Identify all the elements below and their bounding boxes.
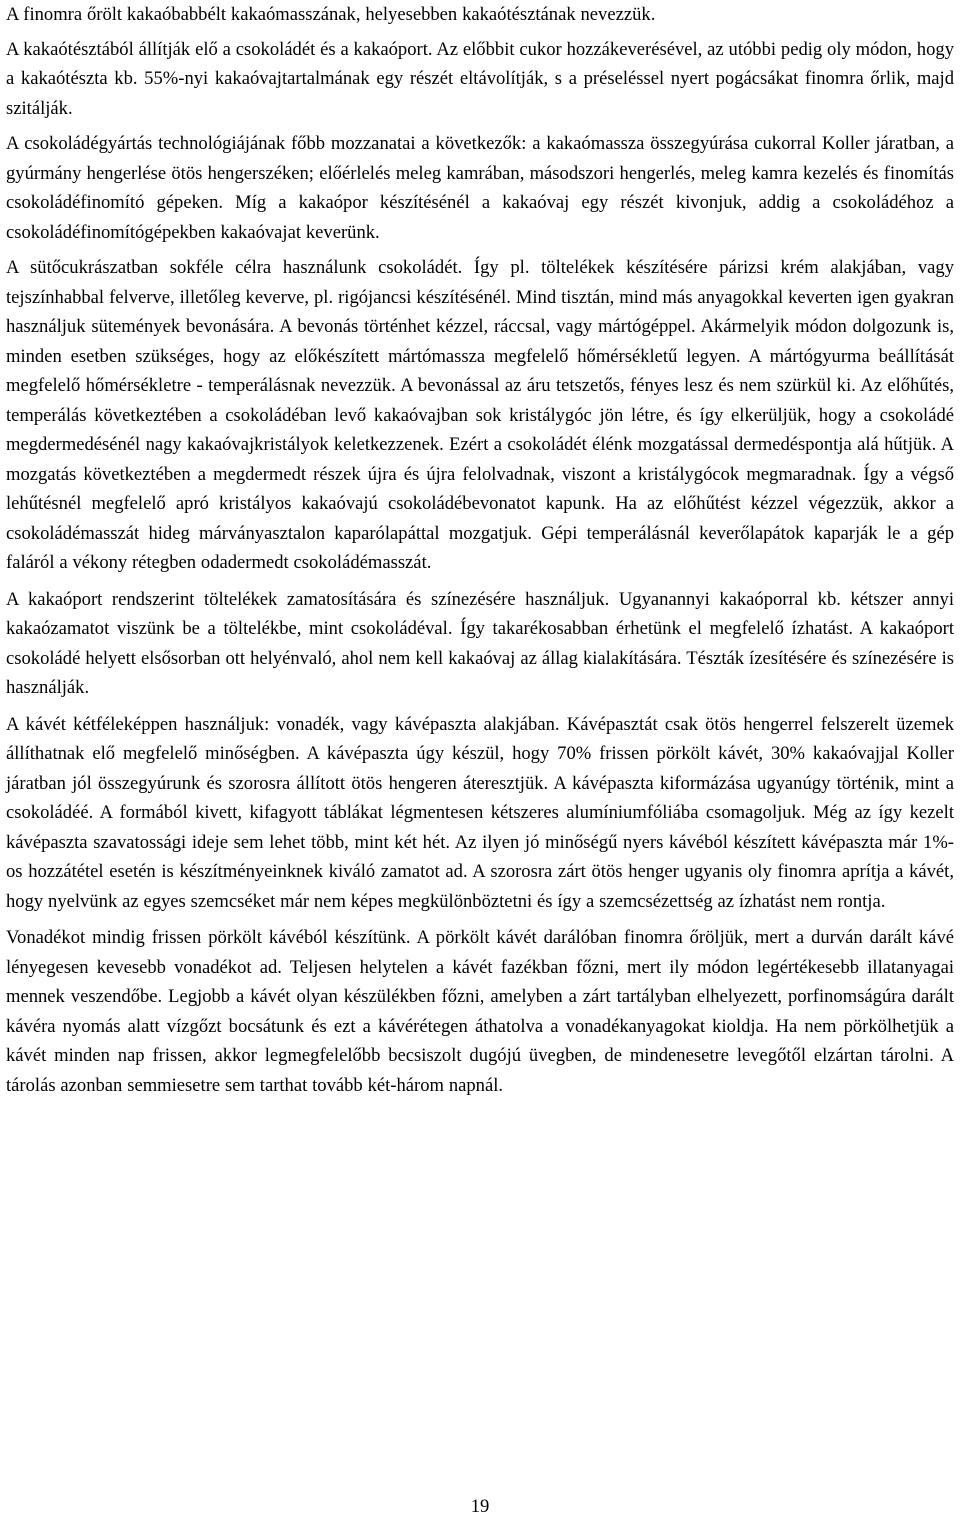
paragraph-coffee-paste: A kávét kétféleképpen használjuk: vonadék, vagy kávépaszta alakjában. Kávépasztát csak ötös hengerrel felszerelt üzemek állíthatnak elő megfelelő minőségben. A kávépaszta úgy készül, hogy 70% frissen pörkölt kávét, 30% kakaóvajjal Koller járatban jól összegyúrunk és szorosra állított ötös hengeren áteresztjük. A kávépaszta kiformázása ugyanúgy történik, mint a csokoládéé. A formából kivett, kifagyott táblákat légmentesen kétszeres alumíniumfóliába csomagoljuk. Még az így kezelt kávépaszta szavatossági ideje sem lehet több, mint két hét. Az ilyen jó minőségű nyers kávéból készített kávépaszta már 1%-os hozzátétel esetén is készítményeinknek kiváló zamatot ad. A szorosra zárt ötös henger ugyanis oly finomra aprítja a kávét, hogy nyelvünk az egyes szemcséket már nem képes megkülönböztetni és így a szemcsézettség az ízhatást nem rontja. bbox=[6, 713, 954, 912]
paragraph-coffee-extract: Vonadékot mindig frissen pörkölt kávéból készítünk. A pörkölt kávét darálóban finomra őröljük, mert a durván darált kávé lényegesen kevesebb vonadékot ad. Teljesen helytelen a kávét fazékban főzni, mert ily módon legértékesebb illatanyagai mennek veszendőbe. Legjobb a kávét olyan készülékben főzni, amelyben a zárt tartályban elhelyezett, porfinomságúra darált kávéra nyomás alatt vízgőzt bocsátunk és ezt a kávérétegen áthatolva a vonadékanyagokat kioldja. Ha nem pörkölhetjük a kávét minden nap frissen, akkor legmegfelelőbb becsiszolt dugójú üvegben, de mindenesetre levegőtől elzártan tárolni. A tárolás azonban semmiesetre sem tarthat tovább két-három napnál. bbox=[6, 927, 954, 1096]
paragraph-cocoa-mass: A finomra őrölt kakaóbabbélt kakaómasszának, helyesebben kakaótésztának nevezzük. bbox=[6, 4, 656, 25]
paragraph-cocoa-products: A kakaótésztából állítják elő a csokoládét és a kakaóport. Az előbbit cukor hozzákeverésével, az utóbbi pedig oly módon, hogy a kakaótészta kb. 55%-nyi kakaóvajtartalmának egy részét eltávolítják, s a préseléssel nyert pogácsákat finomra őrlik, majd szitálják. bbox=[6, 38, 954, 119]
paragraph-chocolate-technology: A csokoládégyártás technológiájának főbb mozzanatai a következők: a kakaómassza összegyúrása cukorral Koller járatban, a gyúrmány hengerlése ötös hengerszéken; előérlelés meleg kamrában, másodszori hengerlés, meleg kamra kezelés és finomítás csokoládéfinomító gépeken. Míg a kakaópor készítésénél a kakaóvaj egy részét kivonjuk, addig a csokoládéhoz a csokoládéfinomítógépekben kakaóvajat keverünk. bbox=[6, 133, 954, 243]
page-number: 19 bbox=[470, 1496, 490, 1517]
body-text bbox=[6, 0, 954, 1114]
paragraph-cocoa-powder: A kakaóport rendszerint töltelékek zamatosítására és színezésére használjuk. Ugyanannyi kakaóporral kb. kétszer annyi kakaózamatot viszünk be a töltelékbe, mint csokoládéval. Így takarékosabban érhetünk el megfelelő ízhatást. A kakaóport csokoládé helyett elsősorban ott helyénvaló, ahol nem kell kakaóvaj az állag kialakítására. Tészták ízesítésére és színezésére is használják. bbox=[6, 588, 954, 698]
paragraph-chocolate-use: A sütőcukrászatban sokféle célra használunk csokoládét. Így pl. töltelékek készítésére párizsi krém alakjában, vagy tejszínhabbal felverve, illetőleg keverve, pl. rigójancsi készítésénél. Mind tisztán, mind más anyagokkal keverten igen gyakran használjuk sütemények bevonására. A bevonás történhet kézzel, ráccsal, vagy mártógéppel. Akármelyik módon dolgozunk is, minden esetben szükséges, hogy az előkészített mártómassza megfelelő hőmérsékletű legyen. A mártógyurma beállítását megfelelő hőmérsékletre - temperálásnak nevezzük. A bevonással az áru tetszetős, fényes lesz és nem szürkül ki. Az előhűtés, temperálás következtében a csokoládéban levő kakaóvajban sok kristálygóc jön létre, és így elkerüljük, hogy a csokoládé megdermedésénél nagy kakaóvajkristályok keletkezzenek. Ezért a csokoládét élénk mozgatással dermedéspontja alá hűtjük. A mozgatás következtében a megdermedt részek újra és újra felolvadnak, viszont a kristálygócok megmaradnak. Így a végső lehűtésnél megfelelő apró kristályos kakaóvajú csokoládébevonatot kapunk. Ha az előhűtést kézzel végezzük, akkor a csokoládémasszát hideg márványasztalon kaparólapáttal mozgatjuk. Gépi temperálásnál keverőlapátok kaparják le a gép faláról a vékony rétegben odadermedt csokoládémasszát. bbox=[6, 257, 954, 573]
